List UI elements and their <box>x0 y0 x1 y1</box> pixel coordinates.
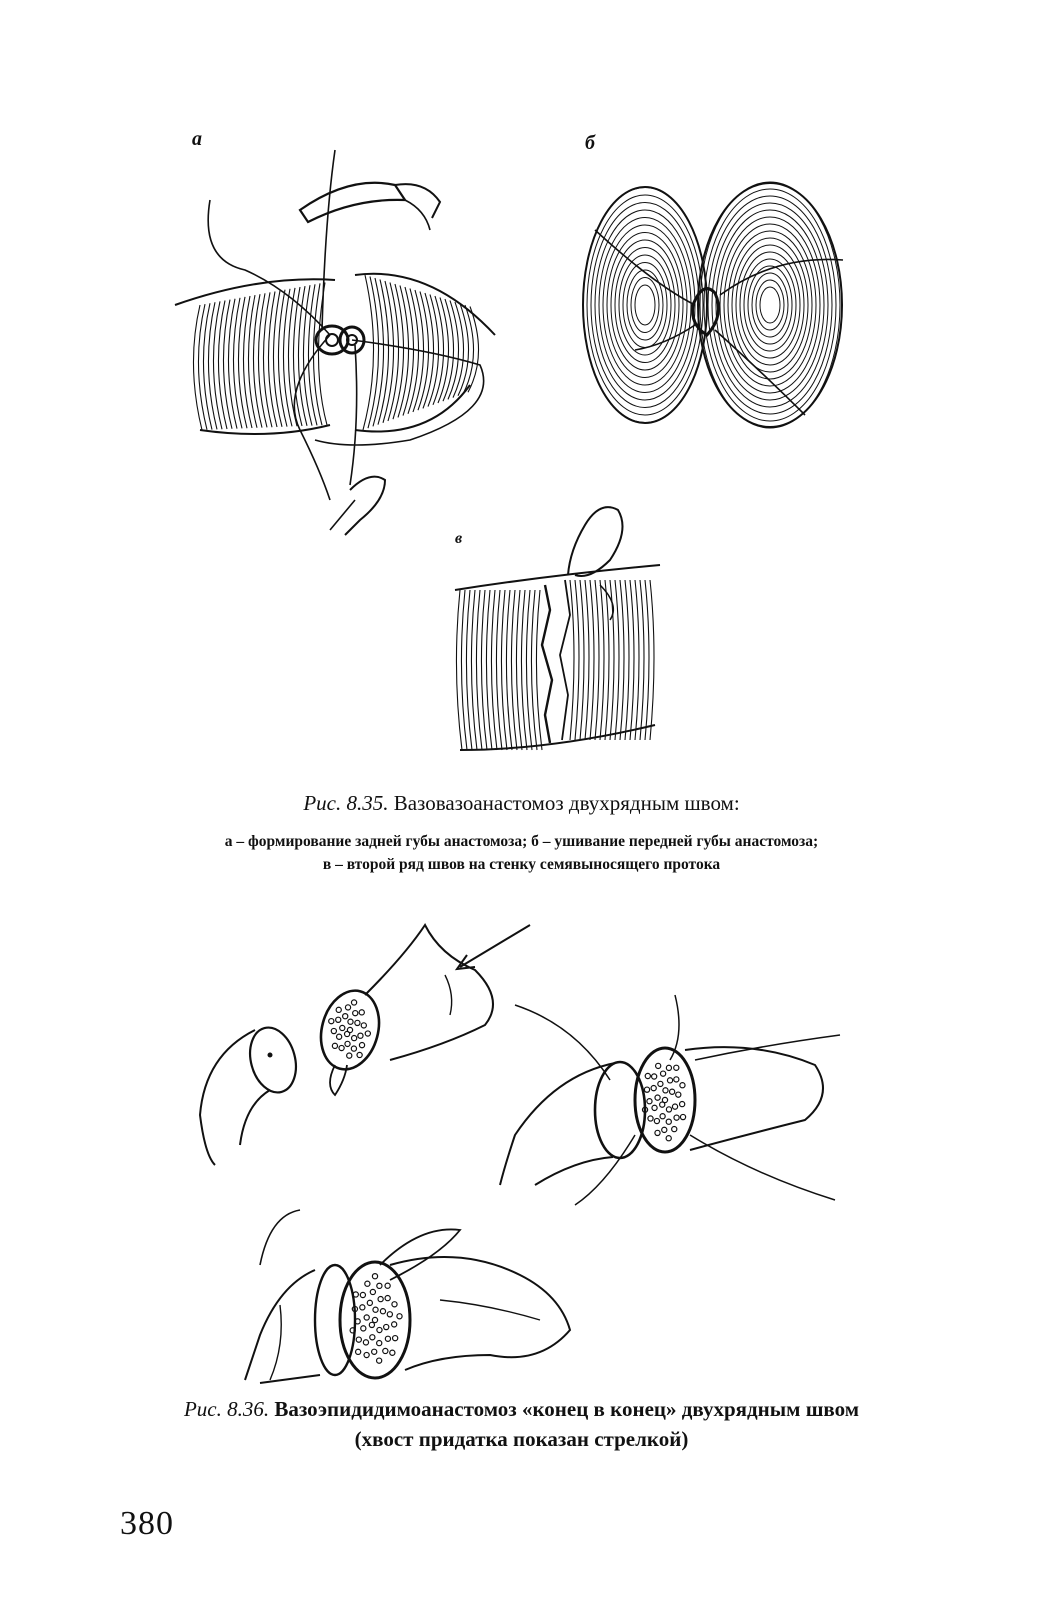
panel-label-a: а <box>192 128 202 150</box>
figure-836-title-line2: (хвост придатка показан стрелкой) <box>354 1427 689 1451</box>
figure-836-number: Рис. 8.36. <box>183 1397 270 1421</box>
illustration-836-separated-ends <box>185 915 535 1175</box>
figure-835-desc-line2: в – второй ряд швов на стенку семявыносящего протока <box>322 856 721 873</box>
page-number: 380 <box>120 1505 174 1542</box>
illustration-panel-v <box>450 495 670 760</box>
illustration-836-completed <box>240 1205 575 1385</box>
figure-835-title-text: Вазовазоанастомоз двухрядным швом: <box>393 791 740 815</box>
illustration-panel-b <box>575 175 845 445</box>
figure-835-desc-line1: а – формирование задней губы анастомоза; б – ушивание передней губы анастомоза; <box>224 833 819 850</box>
panel-label-b: б <box>585 132 595 154</box>
figure-835-title <box>60 790 983 816</box>
figure-835-number: Рис. 8.35. <box>303 791 389 815</box>
illustration-panel-a <box>170 140 510 540</box>
illustration-836-first-row <box>495 985 840 1210</box>
figure-836-title-line1 <box>60 1395 983 1423</box>
figure-836-title-text: Вазоэпидидимоанастомоз «конец в конец» двухрядным швом <box>274 1397 860 1421</box>
panel-label-v: в <box>455 530 463 547</box>
